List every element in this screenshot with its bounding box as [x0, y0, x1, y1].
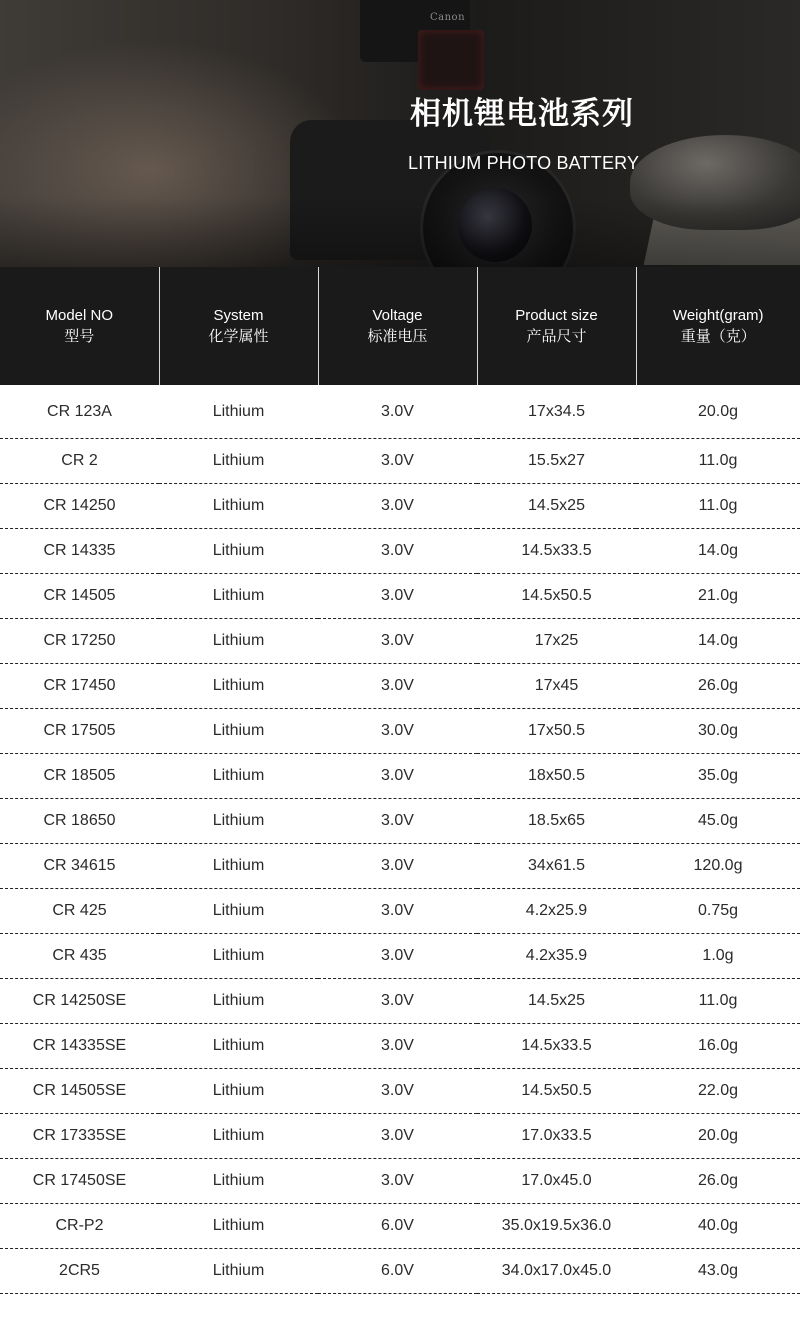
cell-system: Lithium	[159, 934, 318, 979]
cell-system: Lithium	[159, 1114, 318, 1159]
cell-weight: 20.0g	[636, 385, 800, 439]
header-weight-en: Weight(gram)	[672, 307, 764, 324]
cell-size: 14.5x25	[477, 979, 636, 1024]
cell-weight: 35.0g	[636, 754, 800, 799]
cell-weight: 21.0g	[636, 574, 800, 619]
cell-model: CR 17250	[0, 619, 159, 664]
cell-system: Lithium	[159, 844, 318, 889]
cell-size: 14.5x33.5	[477, 529, 636, 574]
cell-voltage: 3.0V	[318, 1069, 477, 1114]
cell-voltage: 3.0V	[318, 979, 477, 1024]
page-subtitle: LITHIUM PHOTO BATTERY	[408, 153, 640, 173]
battery-spec-table	[0, 267, 800, 1294]
cell-weight: 40.0g	[636, 1204, 800, 1249]
hero-banner	[0, 0, 800, 267]
cell-model: CR 17505	[0, 709, 159, 754]
cell-model: CR 2	[0, 439, 159, 484]
cell-weight: 43.0g	[636, 1249, 800, 1294]
cell-system: Lithium	[159, 754, 318, 799]
cell-model: CR 14335	[0, 529, 159, 574]
cell-model: CR 14250SE	[0, 979, 159, 1024]
cell-model: CR 18650	[0, 799, 159, 844]
cell-voltage: 3.0V	[318, 484, 477, 529]
cell-model: CR 435	[0, 934, 159, 979]
cell-voltage: 3.0V	[318, 709, 477, 754]
table-row	[0, 1204, 800, 1249]
page-title: 相机锂电池系列	[410, 96, 634, 132]
flash-head-image	[418, 30, 484, 90]
cell-size: 35.0x19.5x36.0	[477, 1204, 636, 1249]
table-row	[0, 934, 800, 979]
header-size-cn: 产品尺寸	[526, 328, 587, 345]
cell-system: Lithium	[159, 1249, 318, 1294]
cell-model: CR 14505	[0, 574, 159, 619]
header-row	[0, 267, 800, 385]
cell-size: 4.2x35.9	[477, 934, 636, 979]
cell-model: CR 14505SE	[0, 1069, 159, 1114]
cell-model: CR 14250	[0, 484, 159, 529]
table-row	[0, 1114, 800, 1159]
cell-system: Lithium	[159, 484, 318, 529]
cell-weight: 45.0g	[636, 799, 800, 844]
cell-size: 34.0x17.0x45.0	[477, 1249, 636, 1294]
cell-system: Lithium	[159, 664, 318, 709]
table-row	[0, 385, 800, 439]
cell-system: Lithium	[159, 439, 318, 484]
cell-size: 17x45	[477, 664, 636, 709]
cell-size: 17x34.5	[477, 385, 636, 439]
cell-size: 17.0x33.5	[477, 1114, 636, 1159]
cell-size: 17x25	[477, 619, 636, 664]
cell-voltage: 3.0V	[318, 1114, 477, 1159]
header-voltage	[318, 267, 477, 385]
cell-weight: 30.0g	[636, 709, 800, 754]
cell-model: CR 17450SE	[0, 1159, 159, 1204]
table-body	[0, 385, 800, 1294]
table-row	[0, 979, 800, 1024]
cell-system: Lithium	[159, 709, 318, 754]
table-row	[0, 1159, 800, 1204]
cell-weight: 16.0g	[636, 1024, 800, 1069]
table-row	[0, 619, 800, 664]
header-system-en: System	[213, 307, 264, 324]
cell-weight: 26.0g	[636, 664, 800, 709]
cell-model: CR 123A	[0, 385, 159, 439]
cell-size: 14.5x25	[477, 484, 636, 529]
cell-model: CR 425	[0, 889, 159, 934]
header-model-en: Model NO	[45, 307, 114, 324]
cell-system: Lithium	[159, 1204, 318, 1249]
table-row	[0, 754, 800, 799]
cell-size: 18x50.5	[477, 754, 636, 799]
desk-shadow	[0, 197, 800, 267]
cell-system: Lithium	[159, 889, 318, 934]
cell-size: 18.5x65	[477, 799, 636, 844]
table-row	[0, 844, 800, 889]
header-size	[477, 267, 636, 385]
cell-weight: 0.75g	[636, 889, 800, 934]
cell-size: 14.5x33.5	[477, 1024, 636, 1069]
cell-size: 14.5x50.5	[477, 1069, 636, 1114]
table-row	[0, 529, 800, 574]
cell-weight: 11.0g	[636, 979, 800, 1024]
cell-voltage: 3.0V	[318, 754, 477, 799]
cell-weight: 11.0g	[636, 439, 800, 484]
cell-weight: 22.0g	[636, 1069, 800, 1114]
table-row	[0, 439, 800, 484]
cell-voltage: 3.0V	[318, 619, 477, 664]
cell-system: Lithium	[159, 1159, 318, 1204]
table-row	[0, 484, 800, 529]
cell-voltage: 3.0V	[318, 529, 477, 574]
table-row	[0, 889, 800, 934]
cell-weight: 14.0g	[636, 619, 800, 664]
cell-weight: 11.0g	[636, 484, 800, 529]
cell-voltage: 3.0V	[318, 799, 477, 844]
cell-weight: 14.0g	[636, 529, 800, 574]
table-row	[0, 709, 800, 754]
cell-voltage: 6.0V	[318, 1249, 477, 1294]
cell-system: Lithium	[159, 1024, 318, 1069]
cell-system: Lithium	[159, 979, 318, 1024]
cell-model: CR 14335SE	[0, 1024, 159, 1069]
cell-voltage: 3.0V	[318, 1159, 477, 1204]
cell-model: 2CR5	[0, 1249, 159, 1294]
cell-size: 15.5x27	[477, 439, 636, 484]
cell-voltage: 3.0V	[318, 664, 477, 709]
cell-weight: 1.0g	[636, 934, 800, 979]
header-weight	[636, 267, 800, 385]
cell-size: 17.0x45.0	[477, 1159, 636, 1204]
cell-weight: 26.0g	[636, 1159, 800, 1204]
header-voltage-en: Voltage	[372, 307, 423, 324]
cell-system: Lithium	[159, 1069, 318, 1114]
cell-system: Lithium	[159, 385, 318, 439]
cell-voltage: 3.0V	[318, 889, 477, 934]
header-size-en: Product size	[515, 307, 598, 324]
table-row	[0, 1069, 800, 1114]
cell-size: 14.5x50.5	[477, 574, 636, 619]
cell-system: Lithium	[159, 619, 318, 664]
cell-voltage: 3.0V	[318, 385, 477, 439]
cell-voltage: 6.0V	[318, 1204, 477, 1249]
table-row	[0, 574, 800, 619]
cell-size: 34x61.5	[477, 844, 636, 889]
table-header	[0, 267, 800, 385]
table-row	[0, 799, 800, 844]
cell-system: Lithium	[159, 574, 318, 619]
header-voltage-cn: 标准电压	[367, 328, 428, 345]
cell-system: Lithium	[159, 799, 318, 844]
header-model	[0, 267, 159, 385]
cell-model: CR 17450	[0, 664, 159, 709]
header-system-cn: 化学属性	[208, 328, 269, 345]
cell-model: CR 17335SE	[0, 1114, 159, 1159]
flash-brand-logo: Canon	[430, 12, 466, 23]
table-row	[0, 664, 800, 709]
header-model-cn: 型号	[64, 328, 95, 345]
cell-model: CR 34615	[0, 844, 159, 889]
cell-weight: 20.0g	[636, 1114, 800, 1159]
cell-model: CR 18505	[0, 754, 159, 799]
cell-voltage: 3.0V	[318, 844, 477, 889]
cell-size: 4.2x25.9	[477, 889, 636, 934]
table-row	[0, 1024, 800, 1069]
cell-size: 17x50.5	[477, 709, 636, 754]
cell-voltage: 3.0V	[318, 439, 477, 484]
cell-model: CR-P2	[0, 1204, 159, 1249]
cell-voltage: 3.0V	[318, 574, 477, 619]
cell-voltage: 3.0V	[318, 934, 477, 979]
table-row	[0, 1249, 800, 1294]
cell-system: Lithium	[159, 529, 318, 574]
cell-voltage: 3.0V	[318, 1024, 477, 1069]
header-weight-cn: 重量（克）	[680, 328, 756, 345]
cell-weight: 120.0g	[636, 844, 800, 889]
header-system	[159, 267, 318, 385]
